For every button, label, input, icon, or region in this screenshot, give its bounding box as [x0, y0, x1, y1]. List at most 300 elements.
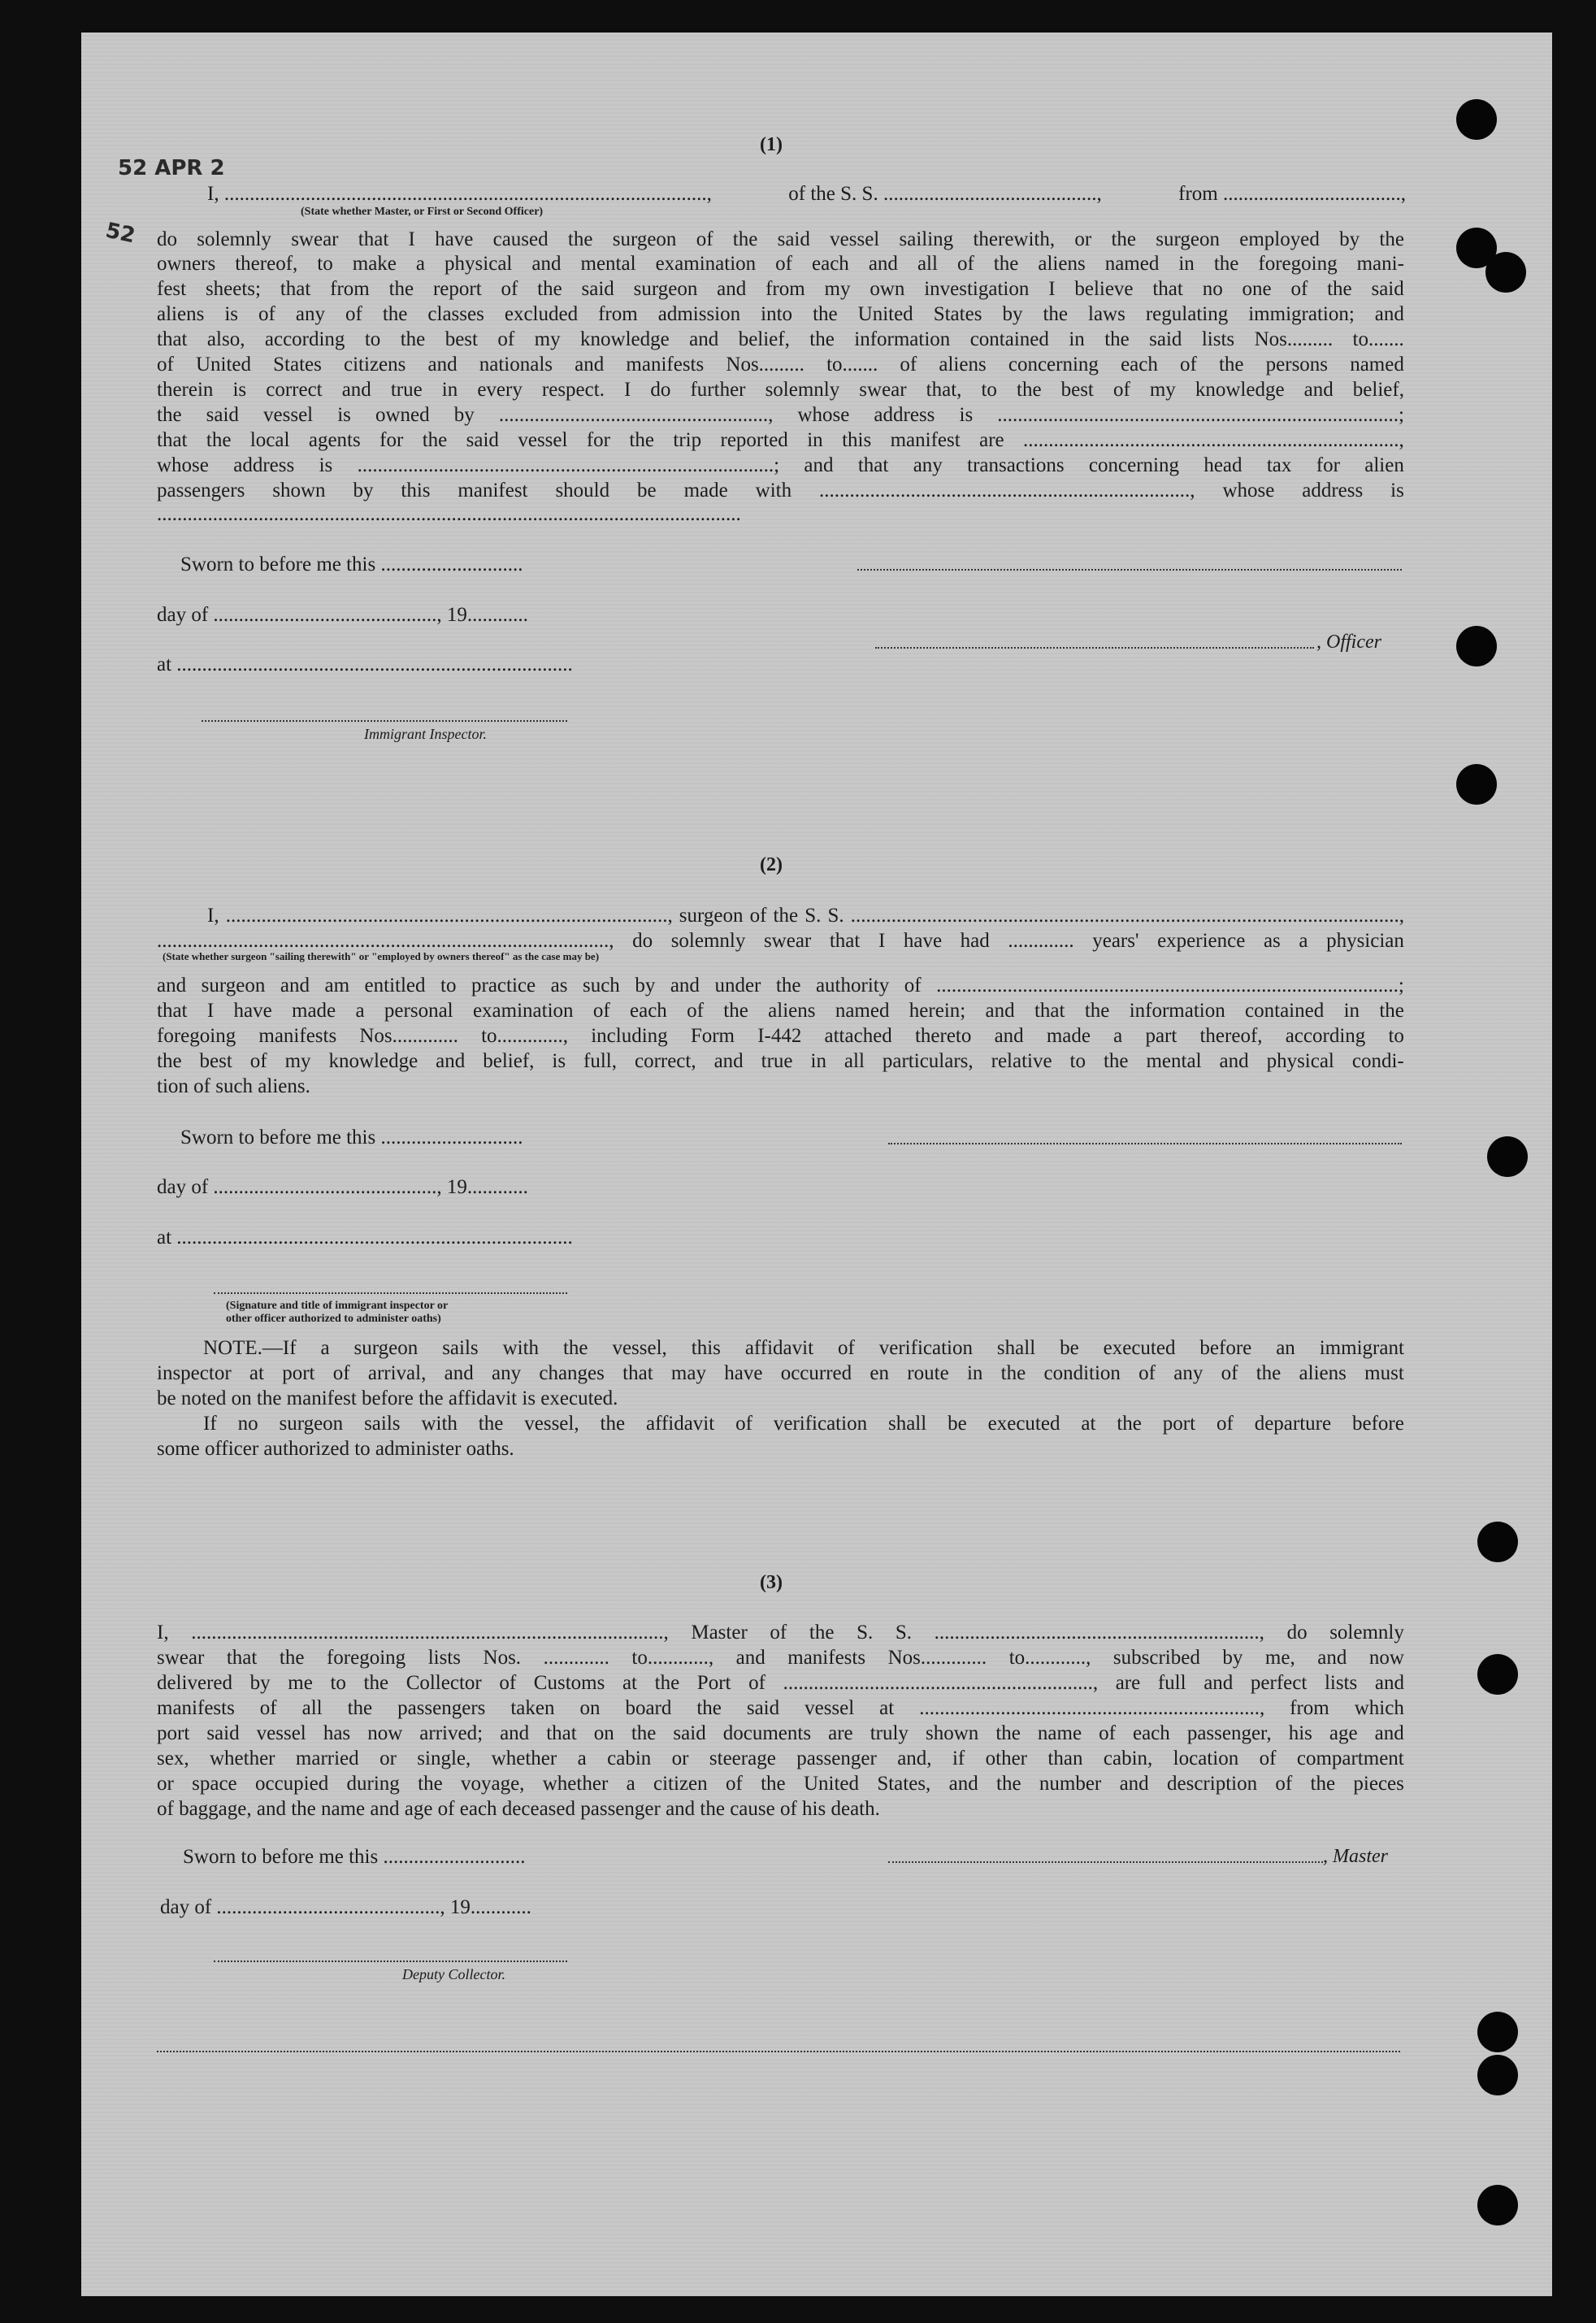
word: States	[273, 354, 322, 376]
word: sheets;	[205, 278, 261, 300]
margin-stamp: 52	[103, 218, 137, 249]
word: surgeon	[353, 1337, 419, 1359]
word: vessel	[263, 404, 314, 426]
word: by	[1339, 228, 1360, 250]
word: whose	[797, 404, 850, 426]
word: may	[670, 1362, 706, 1384]
word: belief,	[738, 328, 790, 350]
word: swear	[763, 930, 812, 952]
word: all	[844, 1050, 865, 1072]
word: the	[400, 328, 426, 350]
word: concerning	[1088, 454, 1179, 476]
word: must	[1364, 1362, 1404, 1384]
word: do	[1286, 1622, 1308, 1643]
binder-hole	[1456, 99, 1497, 140]
word: whether	[209, 1748, 275, 1769]
word: passengers	[157, 480, 245, 502]
word: and	[157, 975, 187, 997]
word: said	[1149, 328, 1182, 350]
word: with	[421, 1413, 458, 1435]
word: manifests	[787, 1647, 866, 1669]
word: is	[232, 379, 247, 401]
word: admission	[657, 303, 741, 325]
section-1-number: (1)	[760, 134, 783, 155]
word: single,	[417, 1748, 471, 1769]
word: ...........................................................................................;	[936, 975, 1404, 997]
word: the	[1379, 228, 1404, 250]
word: the	[347, 1697, 373, 1719]
word: the	[1111, 228, 1137, 250]
word: and	[436, 1050, 466, 1072]
word: also,	[206, 328, 245, 350]
word: solemnly	[765, 379, 840, 401]
section-3-line	[157, 1774, 1404, 1794]
word: that	[157, 1000, 188, 1022]
word: the	[537, 278, 562, 300]
word: port	[1162, 1413, 1196, 1435]
word: of	[696, 228, 713, 250]
word: aliens	[939, 354, 987, 376]
word: as	[1263, 930, 1281, 952]
section-2-note2-line-2: some officer authorized to administer oaths.	[157, 1438, 514, 1460]
word: regulating	[1145, 303, 1229, 325]
word: any	[491, 1362, 522, 1384]
word: to.......	[1352, 328, 1404, 350]
word: delivered	[157, 1672, 233, 1694]
word: aliens	[1299, 1362, 1347, 1384]
word: under	[714, 975, 761, 997]
word: passenger	[796, 1748, 877, 1769]
word: sex,	[157, 1748, 189, 1769]
word: solemnly	[197, 228, 271, 250]
word: surgeon	[679, 905, 744, 927]
word: perfect	[1250, 1672, 1308, 1694]
word: the	[1327, 278, 1352, 300]
section-1-officer-rule-1	[857, 569, 1402, 571]
word: my	[534, 328, 561, 350]
section-1-line-i-a: I, ...............................................................................................,	[207, 183, 712, 205]
word: lists	[1324, 1672, 1358, 1694]
word: the	[993, 253, 1019, 275]
word: a	[1299, 930, 1308, 952]
section-1-line	[157, 380, 1404, 400]
section-2-line	[157, 1051, 1404, 1071]
word: shown	[925, 1722, 979, 1744]
word: address	[874, 404, 935, 426]
word: the	[629, 429, 654, 451]
word: from	[598, 303, 638, 325]
word: the	[732, 228, 758, 250]
word: of	[501, 278, 518, 300]
section-2-day: day of ............................................, 19............	[157, 1176, 528, 1198]
word: that	[857, 454, 889, 476]
word: no	[1202, 278, 1223, 300]
word: of	[497, 328, 515, 350]
word: location	[1173, 1748, 1239, 1769]
word: information	[1129, 1000, 1225, 1022]
word: married	[295, 1748, 359, 1769]
word: named	[1104, 253, 1160, 275]
word: truly	[870, 1722, 909, 1744]
word: swear	[859, 379, 907, 401]
word: foregoing	[326, 1647, 406, 1669]
word: manifests	[157, 1697, 235, 1719]
word: and	[444, 1362, 474, 1384]
word: of	[775, 253, 792, 275]
word: a	[626, 1773, 635, 1795]
word: are	[1115, 1672, 1141, 1694]
word: physical	[445, 253, 513, 275]
word: according	[264, 328, 345, 350]
word: caused	[492, 228, 549, 250]
word: the	[388, 278, 414, 300]
word: particulars,	[882, 1050, 974, 1072]
word: the	[1043, 303, 1068, 325]
word: the	[1104, 328, 1130, 350]
word: to	[1069, 1050, 1086, 1072]
word: experience	[1157, 930, 1246, 952]
section-2-line	[157, 1001, 1404, 1021]
word: the	[157, 1050, 182, 1072]
word: thereof,	[1199, 1025, 1263, 1047]
word: all	[301, 1697, 323, 1719]
date-stamp: 52 APR 2	[118, 156, 225, 180]
word: the	[567, 228, 593, 250]
word: to	[364, 328, 381, 350]
word: according	[1285, 1025, 1366, 1047]
word: persons	[1265, 354, 1329, 376]
word: and	[500, 1722, 530, 1744]
word: the	[1213, 253, 1239, 275]
word: cabin	[607, 1748, 652, 1769]
word: each	[1121, 354, 1158, 376]
word: taken	[510, 1697, 555, 1719]
word: on	[579, 1697, 601, 1719]
word: said	[1371, 278, 1404, 300]
word: best	[445, 328, 478, 350]
word: port	[282, 1362, 315, 1384]
word: are	[979, 429, 1004, 451]
section-3-master-label: , Master	[1323, 1846, 1388, 1867]
word: and	[994, 1025, 1024, 1047]
word: best	[1060, 379, 1094, 401]
word: Nos.............	[887, 1647, 987, 1669]
word: by	[1002, 303, 1023, 325]
word: as	[550, 975, 568, 997]
word: before	[1199, 1337, 1252, 1359]
word: to	[330, 1672, 346, 1694]
word: the	[478, 1413, 504, 1435]
word: surgeon	[279, 1413, 344, 1435]
word: immigrant	[1319, 1337, 1404, 1359]
word: each	[812, 253, 849, 275]
word: said	[206, 404, 239, 426]
word: than	[1047, 1748, 1083, 1769]
word: route	[907, 1362, 949, 1384]
word: made	[1046, 1025, 1091, 1047]
word: this	[842, 429, 872, 451]
section-1-line-i-c: from ...................................,	[1178, 183, 1406, 205]
word: age	[1329, 1722, 1358, 1744]
word: the	[1084, 1000, 1110, 1022]
word: to	[1388, 1025, 1404, 1047]
word: the	[809, 328, 835, 350]
word: head	[1204, 454, 1243, 476]
word: correct	[266, 379, 323, 401]
word: condi-	[1351, 1050, 1404, 1072]
word: have	[724, 1362, 763, 1384]
word: in	[810, 1050, 826, 1072]
word: the	[363, 1672, 389, 1694]
word: arrival,	[367, 1362, 427, 1384]
word: of	[904, 975, 922, 997]
word: cabin,	[1103, 1748, 1153, 1769]
word: and	[948, 1773, 978, 1795]
word: all	[917, 253, 938, 275]
word: S.	[895, 1622, 913, 1643]
word: subscribed	[1112, 1647, 1200, 1669]
word: United	[803, 1773, 860, 1795]
word: contained	[969, 328, 1049, 350]
word: Nos.	[483, 1647, 522, 1669]
word: should	[555, 480, 610, 502]
word: whether	[542, 1773, 609, 1795]
section-2-sig-caption-2: other officer authorized to administer oaths)	[226, 1313, 441, 1325]
word: space	[192, 1773, 237, 1795]
word: said	[206, 1722, 240, 1744]
word: or	[671, 1748, 689, 1769]
word: condition	[1043, 1362, 1121, 1384]
section-3-line	[157, 1673, 1404, 1693]
binder-hole	[1477, 1654, 1518, 1695]
word: and,	[897, 1748, 932, 1769]
word: true	[761, 1050, 793, 1072]
word: States	[933, 303, 982, 325]
word: in	[441, 379, 458, 401]
binder-hole	[1477, 2055, 1518, 2095]
section-2-note2-line-1	[203, 1413, 1404, 1434]
word: be	[1060, 1337, 1079, 1359]
word: the	[996, 1773, 1021, 1795]
section-1-caption: (State whether Master, or First or Second Officer)	[301, 206, 544, 218]
word: and	[985, 1000, 1015, 1022]
word: solemnly	[670, 930, 746, 952]
word: any	[913, 454, 943, 476]
word: the	[382, 303, 408, 325]
word: ..................................................................................;	[357, 454, 780, 476]
word: and	[1204, 1672, 1234, 1694]
word: do	[157, 228, 177, 250]
word: from	[765, 278, 805, 300]
word: respect.	[541, 379, 605, 401]
binder-hole	[1477, 2185, 1518, 2225]
word: knowledge	[328, 1050, 419, 1072]
word: that	[829, 930, 861, 952]
word: on	[593, 1722, 614, 1744]
section-1-line	[157, 304, 1404, 324]
word: a	[1113, 1025, 1123, 1047]
word: excluded	[504, 303, 579, 325]
word: is	[1390, 480, 1404, 502]
word: Form	[690, 1025, 735, 1047]
word: NOTE.—If	[203, 1337, 297, 1359]
word: to............,	[1008, 1647, 1091, 1669]
word: each	[630, 1000, 667, 1022]
word: is	[224, 303, 239, 325]
word: have	[233, 1000, 272, 1022]
word: that	[546, 1722, 577, 1744]
word: of	[592, 1000, 610, 1022]
word: passenger,	[1186, 1722, 1272, 1744]
word: description	[1167, 1773, 1258, 1795]
section-1-line	[157, 480, 1404, 501]
word: Nos.........	[726, 354, 805, 376]
word: have	[435, 228, 474, 250]
section-1-day: day of ............................................, 19............	[157, 604, 528, 626]
word: foregoing	[157, 1025, 236, 1047]
word: the	[600, 1413, 626, 1435]
word: I	[1048, 278, 1056, 300]
section-3-line	[157, 1748, 1404, 1769]
word: the	[1218, 354, 1244, 376]
word: foregoing	[1258, 253, 1338, 275]
word: now	[1368, 1647, 1404, 1669]
word: knowledge	[1195, 379, 1285, 401]
word: en	[870, 1362, 890, 1384]
word: is	[319, 454, 333, 476]
word: whose	[157, 454, 209, 476]
section-1-line-i	[207, 184, 1406, 204]
word: or	[1074, 228, 1092, 250]
word: manifests	[258, 1025, 337, 1047]
word: named	[1350, 354, 1404, 376]
word: local	[249, 429, 290, 451]
word: voyage,	[460, 1773, 525, 1795]
word: If	[203, 1413, 217, 1435]
word: my	[1149, 379, 1176, 401]
word: the	[809, 1622, 835, 1643]
word: employed	[1239, 228, 1320, 250]
section-1-line	[157, 405, 1404, 425]
word: to	[981, 379, 997, 401]
binder-hole	[1477, 2012, 1518, 2052]
section-1-line	[157, 354, 1404, 375]
word: a	[415, 253, 426, 275]
word: made	[683, 480, 728, 502]
word: solemnly	[1329, 1622, 1404, 1643]
word: ...............................................................................;	[997, 404, 1404, 426]
word: no	[237, 1413, 258, 1435]
word: a	[320, 1337, 330, 1359]
word: of	[1216, 1413, 1234, 1435]
section-1-last-line: ...................................................................................................................	[157, 504, 741, 524]
word: owned	[375, 404, 430, 426]
word: that	[157, 429, 188, 451]
word: information	[854, 328, 951, 350]
word: lists	[427, 1647, 461, 1669]
word: United	[857, 303, 913, 325]
word: of	[1099, 1722, 1116, 1744]
bottom-rule	[157, 2051, 1400, 2052]
section-2-caption: (State whether surgeon "sailing therewith" or "employed by owners thereof" as the case may be)	[163, 950, 600, 962]
word: I	[206, 1000, 215, 1022]
word: do	[632, 930, 653, 952]
word: thereof,	[235, 253, 298, 275]
word: shall	[887, 1413, 927, 1435]
word: inspector	[157, 1362, 232, 1384]
word: manifests	[626, 354, 705, 376]
word: and	[575, 354, 605, 376]
word: into	[761, 303, 793, 325]
word: the	[562, 1337, 588, 1359]
word: belief,	[483, 1050, 535, 1072]
word: vessel	[830, 228, 880, 250]
word: correct,	[634, 1050, 696, 1072]
word: from	[330, 278, 370, 300]
word: immigration;	[1248, 303, 1355, 325]
section-1-at: at ..............................................................................	[157, 653, 573, 675]
section-2-note-line	[157, 1363, 1404, 1383]
word: the	[422, 429, 448, 451]
word: classes	[427, 303, 484, 325]
word: from	[1290, 1697, 1329, 1719]
word: arrived;	[419, 1722, 484, 1744]
word: my	[284, 1050, 311, 1072]
word: for	[586, 429, 611, 451]
word: I	[878, 930, 886, 952]
section-1-line	[157, 455, 1404, 475]
word: I,	[157, 1622, 169, 1643]
word: transactions	[967, 454, 1065, 476]
word: or	[379, 1748, 397, 1769]
word: of	[332, 1362, 350, 1384]
word: of	[157, 354, 174, 376]
word: ...................................................................,	[919, 1697, 1265, 1719]
word: and	[868, 253, 898, 275]
word: one	[1242, 278, 1272, 300]
word: this	[401, 480, 431, 502]
section-3-line	[157, 1698, 1404, 1718]
word: whose	[1222, 480, 1275, 502]
word: the	[775, 975, 801, 997]
word: of	[259, 1697, 277, 1719]
word: that	[622, 1362, 653, 1384]
word: of	[725, 1773, 743, 1795]
word: surgeon	[612, 228, 677, 250]
section-1-line	[157, 279, 1404, 299]
word: S.	[827, 905, 844, 927]
word: swear	[291, 228, 339, 250]
word: for	[379, 429, 404, 451]
word: sailing	[899, 228, 954, 250]
section-3-line	[157, 1648, 1404, 1668]
word: do	[650, 379, 671, 401]
word: said	[777, 228, 810, 250]
word: of	[1259, 1748, 1277, 1769]
word: be	[637, 480, 657, 502]
word: of	[900, 354, 917, 376]
word: the	[995, 1722, 1021, 1744]
word: steerage	[709, 1748, 776, 1769]
section-1-officer: Officer	[1326, 632, 1381, 653]
section-3-master: Master	[1333, 1846, 1388, 1867]
word: examination	[472, 1000, 574, 1022]
word: mani-	[1356, 253, 1404, 275]
word: a	[577, 1748, 587, 1769]
word: in	[1069, 328, 1085, 350]
word: fest	[157, 278, 187, 300]
section-3-last-line: of baggage, and the name and age of each deceased passenger and the cause of his death.	[157, 1798, 880, 1820]
